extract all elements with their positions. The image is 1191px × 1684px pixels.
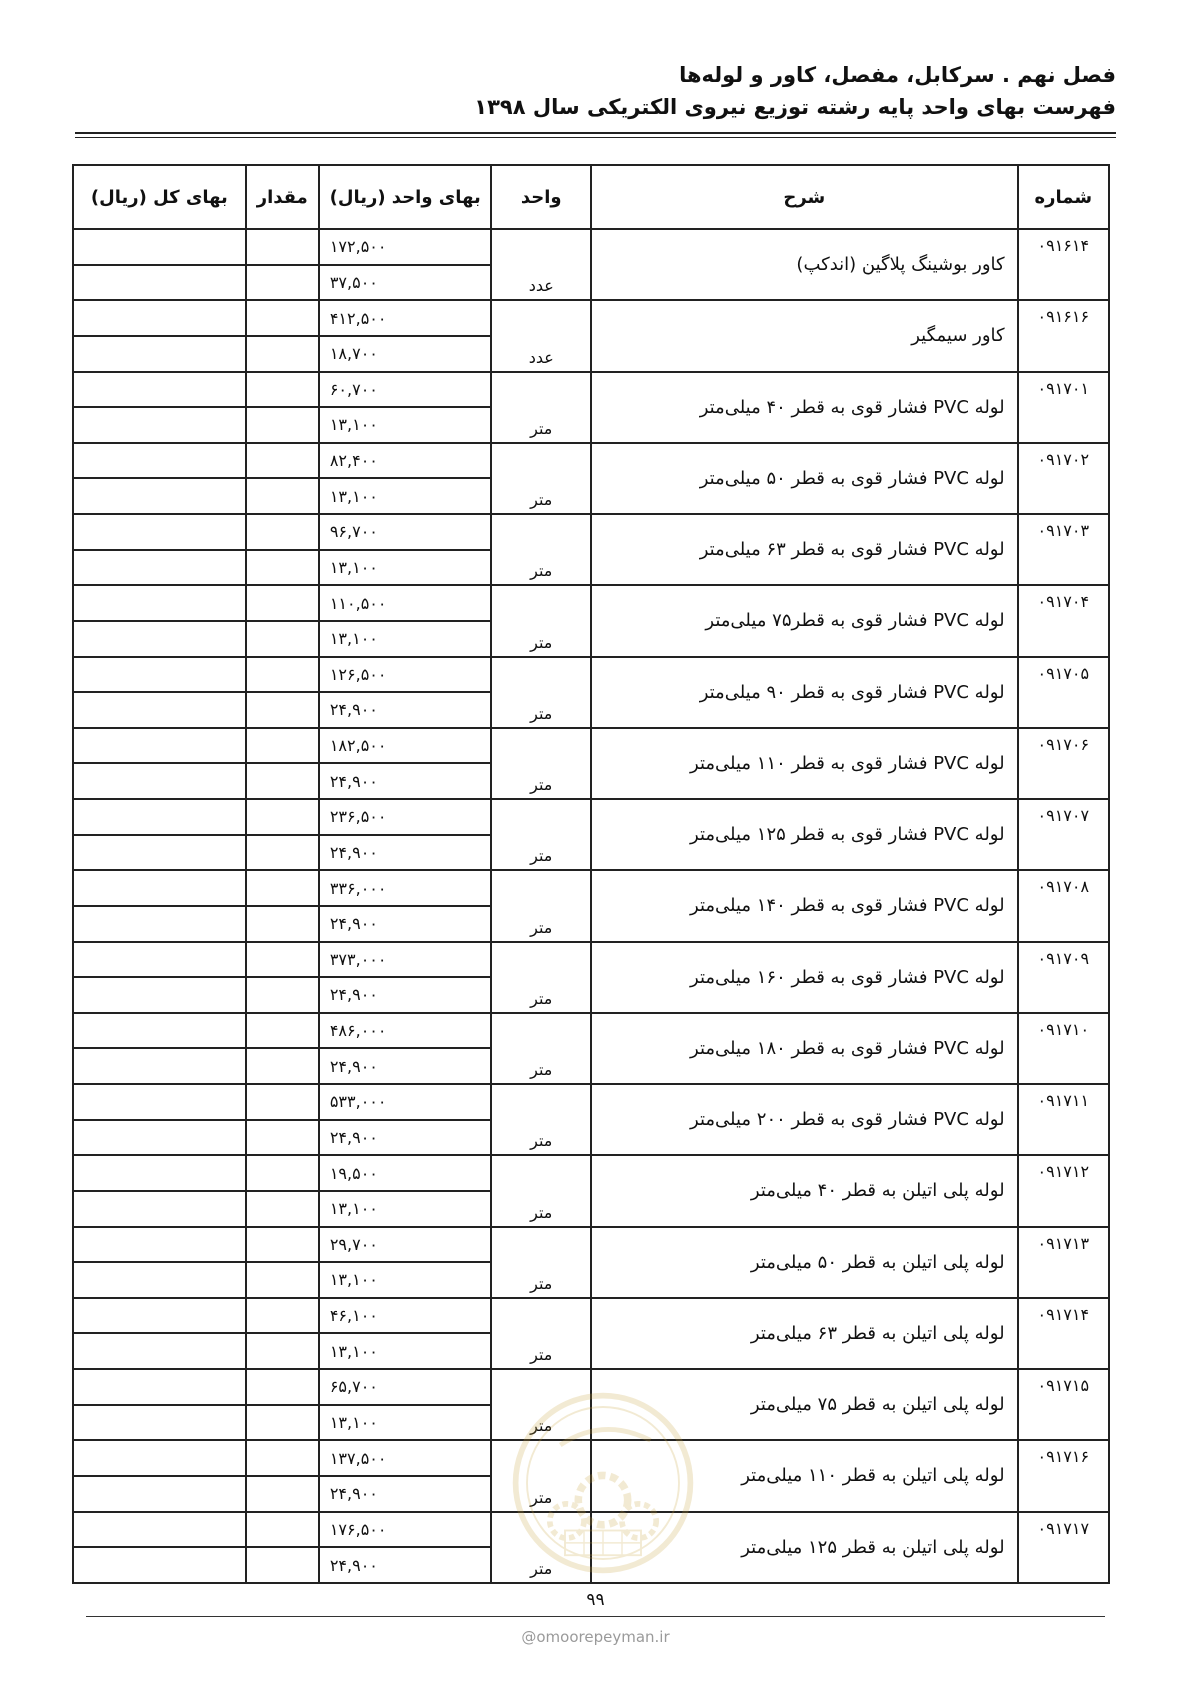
item-quantity-cell [246,300,319,336]
item-quantity-cell [246,478,319,514]
item-quantity-cell [246,1048,319,1084]
item-description: لوله PVC فشار قوی به قطر ۱۸۰ میلی‌متر [591,1013,1018,1084]
item-total-cell [73,906,246,942]
col-header-number: شماره [1018,165,1109,229]
item-unit-price-secondary: ۲۴,۹۰۰ [319,1476,492,1512]
item-quantity-cell [246,977,319,1013]
item-unit: عدد [491,300,591,371]
item-total-cell [73,1369,246,1405]
item-quantity-cell [246,550,319,586]
item-total-cell [73,1440,246,1476]
item-unit-price-secondary: ۲۴,۹۰۰ [319,1547,492,1583]
price-table [72,164,1110,1584]
item-quantity-cell [246,1405,319,1441]
item-unit-price-primary: ۲۹,۷۰۰ [319,1227,492,1263]
item-unit-price-primary: ۱۸۲,۵۰۰ [319,728,492,764]
item-total-cell [73,1405,246,1441]
col-header-unit: واحد [491,165,591,229]
item-code: ۰۹۱۷۰۸ [1018,870,1109,941]
item-quantity-cell [246,942,319,978]
header-rule-thin [75,137,1116,138]
item-unit-price-primary: ۱۱۰,۵۰۰ [319,585,492,621]
website-watermark: @omoorepeyman.ir [521,1628,670,1646]
item-total-cell [73,835,246,871]
item-code: ۰۹۱۷۱۱ [1018,1084,1109,1155]
page-header [66,60,1116,122]
item-total-cell [73,692,246,728]
item-code: ۰۹۱۷۰۱ [1018,372,1109,443]
table-row [73,1440,1109,1476]
item-quantity-cell [246,1013,319,1049]
item-unit: عدد [491,229,591,300]
item-quantity-cell [246,1191,319,1227]
item-unit-price-primary: ۳۳۶,۰۰۰ [319,870,492,906]
item-unit-price-secondary: ۲۴,۹۰۰ [319,906,492,942]
item-unit: متر [491,1369,591,1440]
document-title: فهرست بهای واحد پایه رشته توزیع نیروی الکتریکی سال ۱۳۹۸ [474,95,1116,119]
item-unit: متر [491,728,591,799]
item-total-cell [73,265,246,301]
table-row [73,372,1109,408]
item-total-cell [73,1191,246,1227]
table-row [73,229,1109,265]
item-quantity-cell [246,1476,319,1512]
item-description: لوله PVC فشار قوی به قطر ۵۰ میلی‌متر [591,443,1018,514]
item-description: لوله پلی اتیلن به قطر ۵۰ میلی‌متر [591,1227,1018,1298]
item-description: لوله PVC فشار قوی به قطر ۱۶۰ میلی‌متر [591,942,1018,1013]
item-quantity-cell [246,835,319,871]
item-unit-price-primary: ۱۷۶,۵۰۰ [319,1512,492,1548]
item-code: ۰۹۱۷۰۹ [1018,942,1109,1013]
item-quantity-cell [246,1369,319,1405]
item-quantity-cell [246,443,319,479]
item-code: ۰۹۱۷۰۷ [1018,799,1109,870]
item-description: لوله پلی اتیلن به قطر ۱۲۵ میلی‌متر [591,1512,1018,1584]
item-description: لوله پلی اتیلن به قطر ۱۱۰ میلی‌متر [591,1440,1018,1511]
item-code: ۰۹۱۷۰۲ [1018,443,1109,514]
item-quantity-cell [246,1440,319,1476]
item-total-cell [73,1227,246,1263]
item-quantity-cell [246,407,319,443]
item-quantity-cell [246,585,319,621]
item-unit-price-secondary: ۱۳,۱۰۰ [319,621,492,657]
table-row [73,300,1109,336]
item-unit-price-secondary: ۳۷,۵۰۰ [319,265,492,301]
item-total-cell [73,657,246,693]
item-unit-price-primary: ۶۵,۷۰۰ [319,1369,492,1405]
item-total-cell [73,799,246,835]
footer-rule [86,1616,1105,1617]
item-quantity-cell [246,336,319,372]
item-unit-price-secondary: ۱۸,۷۰۰ [319,336,492,372]
item-total-cell [73,1262,246,1298]
table-row [73,514,1109,550]
item-total-cell [73,1512,246,1548]
item-quantity-cell [246,372,319,408]
item-description: لوله PVC فشار قوی به قطر ۱۴۰ میلی‌متر [591,870,1018,941]
col-header-description: شرح [591,165,1018,229]
item-quantity-cell [246,229,319,265]
item-unit: متر [491,799,591,870]
item-unit-price-primary: ۲۳۶,۵۰۰ [319,799,492,835]
item-description: لوله PVC فشار قوی به قطر ۲۰۰ میلی‌متر [591,1084,1018,1155]
item-total-cell [73,1013,246,1049]
item-quantity-cell [246,692,319,728]
item-code: ۰۹۱۷۱۶ [1018,1440,1109,1511]
page-number: ۹۹ [586,1590,605,1610]
item-code: ۰۹۱۷۰۳ [1018,514,1109,585]
item-total-cell [73,1333,246,1369]
item-code: ۰۹۱۷۰۶ [1018,728,1109,799]
item-unit-price-secondary: ۱۳,۱۰۰ [319,550,492,586]
item-total-cell [73,1298,246,1334]
item-unit-price-primary: ۱۷۲,۵۰۰ [319,229,492,265]
item-total-cell [73,870,246,906]
item-unit-price-secondary: ۱۳,۱۰۰ [319,407,492,443]
table-row [73,1013,1109,1049]
table-row [73,585,1109,621]
item-code: ۰۹۱۷۱۴ [1018,1298,1109,1369]
item-quantity-cell [246,799,319,835]
item-quantity-cell [246,1298,319,1334]
header-rule-thick [75,132,1116,134]
item-unit-price-primary: ۵۳۳,۰۰۰ [319,1084,492,1120]
item-unit: متر [491,942,591,1013]
table-row [73,1512,1109,1548]
item-quantity-cell [246,1547,319,1583]
item-total-cell [73,550,246,586]
item-unit-price-secondary: ۲۴,۹۰۰ [319,1048,492,1084]
item-code: ۰۹۱۷۱۳ [1018,1227,1109,1298]
item-unit: متر [491,1512,591,1584]
item-unit: متر [491,870,591,941]
item-total-cell [73,372,246,408]
item-unit-price-secondary: ۱۳,۱۰۰ [319,478,492,514]
item-total-cell [73,977,246,1013]
item-quantity-cell [246,1333,319,1369]
item-unit-price-primary: ۳۷۳,۰۰۰ [319,942,492,978]
item-quantity-cell [246,657,319,693]
item-quantity-cell [246,621,319,657]
item-code: ۰۹۱۷۱۲ [1018,1155,1109,1226]
item-total-cell [73,621,246,657]
item-quantity-cell [246,728,319,764]
item-unit-price-primary: ۱۹,۵۰۰ [319,1155,492,1191]
table-row [73,1227,1109,1263]
item-unit-price-primary: ۴۶,۱۰۰ [319,1298,492,1334]
item-unit: متر [491,1084,591,1155]
col-header-total-price: بهای کل (ریال) [73,165,246,229]
item-unit: متر [491,514,591,585]
item-unit-price-primary: ۱۳۷,۵۰۰ [319,1440,492,1476]
item-total-cell [73,728,246,764]
item-unit-price-primary: ۱۲۶,۵۰۰ [319,657,492,693]
table-row [73,1369,1109,1405]
item-total-cell [73,300,246,336]
col-header-quantity: مقدار [246,165,319,229]
item-quantity-cell [246,906,319,942]
item-description: لوله PVC فشار قوی به قطر ۱۲۵ میلی‌متر [591,799,1018,870]
item-description: لوله PVC فشار قوی به قطر ۴۰ میلی‌متر [591,372,1018,443]
item-total-cell [73,1048,246,1084]
item-unit: متر [491,657,591,728]
table-row [73,443,1109,479]
item-quantity-cell [246,1262,319,1298]
item-quantity-cell [246,265,319,301]
item-quantity-cell [246,1155,319,1191]
item-quantity-cell [246,870,319,906]
item-description: لوله پلی اتیلن به قطر ۷۵ میلی‌متر [591,1369,1018,1440]
item-unit-price-secondary: ۱۳,۱۰۰ [319,1333,492,1369]
item-total-cell [73,407,246,443]
item-total-cell [73,763,246,799]
item-unit: متر [491,443,591,514]
item-unit-price-secondary: ۲۴,۹۰۰ [319,977,492,1013]
item-unit-price-primary: ۴۱۲,۵۰۰ [319,300,492,336]
item-description: لوله پلی اتیلن به قطر ۴۰ میلی‌متر [591,1155,1018,1226]
item-total-cell [73,336,246,372]
item-quantity-cell [246,1512,319,1548]
item-code: ۰۹۱۷۱۰ [1018,1013,1109,1084]
item-code: ۰۹۱۶۱۴ [1018,229,1109,300]
item-total-cell [73,478,246,514]
item-unit-price-secondary: ۲۴,۹۰۰ [319,763,492,799]
item-unit-price-primary: ۶۰,۷۰۰ [319,372,492,408]
item-quantity-cell [246,1084,319,1120]
item-unit: متر [491,1440,591,1511]
table-row [73,942,1109,978]
item-code: ۰۹۱۷۰۵ [1018,657,1109,728]
table-row [73,1084,1109,1120]
item-total-cell [73,1084,246,1120]
item-unit: متر [491,585,591,656]
item-unit: متر [491,1227,591,1298]
item-quantity-cell [246,1120,319,1156]
item-total-cell [73,1155,246,1191]
item-unit-price-primary: ۸۲,۴۰۰ [319,443,492,479]
item-description: کاور سیمگیر [591,300,1018,371]
item-total-cell [73,514,246,550]
item-total-cell [73,585,246,621]
item-description: لوله PVC فشار قوی به قطر۷۵ میلی‌متر [591,585,1018,656]
item-code: ۰۹۱۷۰۴ [1018,585,1109,656]
chapter-title: فصل نهم . سرکابل، مفصل، کاور و لوله‌ها [679,63,1116,87]
item-total-cell [73,1476,246,1512]
item-description: کاور بوشینگ پلاگین (اندکپ) [591,229,1018,300]
item-unit-price-secondary: ۱۳,۱۰۰ [319,1262,492,1298]
item-code: ۰۹۱۷۱۷ [1018,1512,1109,1584]
item-unit-price-secondary: ۲۴,۹۰۰ [319,692,492,728]
item-unit-price-secondary: ۱۳,۱۰۰ [319,1405,492,1441]
item-description: لوله PVC فشار قوی به قطر ۹۰ میلی‌متر [591,657,1018,728]
item-unit: متر [491,1298,591,1369]
item-unit: متر [491,372,591,443]
item-code: ۰۹۱۶۱۶ [1018,300,1109,371]
item-unit: متر [491,1155,591,1226]
item-description: لوله PVC فشار قوی به قطر ۶۳ میلی‌متر [591,514,1018,585]
item-unit-price-secondary: ۲۴,۹۰۰ [319,835,492,871]
table-row [73,1155,1109,1191]
item-description: لوله PVC فشار قوی به قطر ۱۱۰ میلی‌متر [591,728,1018,799]
item-description: لوله پلی اتیلن به قطر ۶۳ میلی‌متر [591,1298,1018,1369]
item-quantity-cell [246,1227,319,1263]
item-total-cell [73,443,246,479]
item-total-cell [73,1547,246,1583]
item-unit-price-primary: ۹۶,۷۰۰ [319,514,492,550]
table-row [73,728,1109,764]
item-unit: متر [491,1013,591,1084]
item-quantity-cell [246,763,319,799]
item-unit-price-secondary: ۱۳,۱۰۰ [319,1191,492,1227]
item-unit-price-primary: ۴۸۶,۰۰۰ [319,1013,492,1049]
table-row [73,870,1109,906]
table-row [73,657,1109,693]
item-code: ۰۹۱۷۱۵ [1018,1369,1109,1440]
item-total-cell [73,942,246,978]
item-total-cell [73,1120,246,1156]
table-row [73,1298,1109,1334]
item-quantity-cell [246,514,319,550]
col-header-unit-price: بهای واحد (ریال) [319,165,492,229]
table-row [73,799,1109,835]
item-total-cell [73,229,246,265]
item-unit-price-secondary: ۲۴,۹۰۰ [319,1120,492,1156]
table-header-row [73,165,1109,229]
